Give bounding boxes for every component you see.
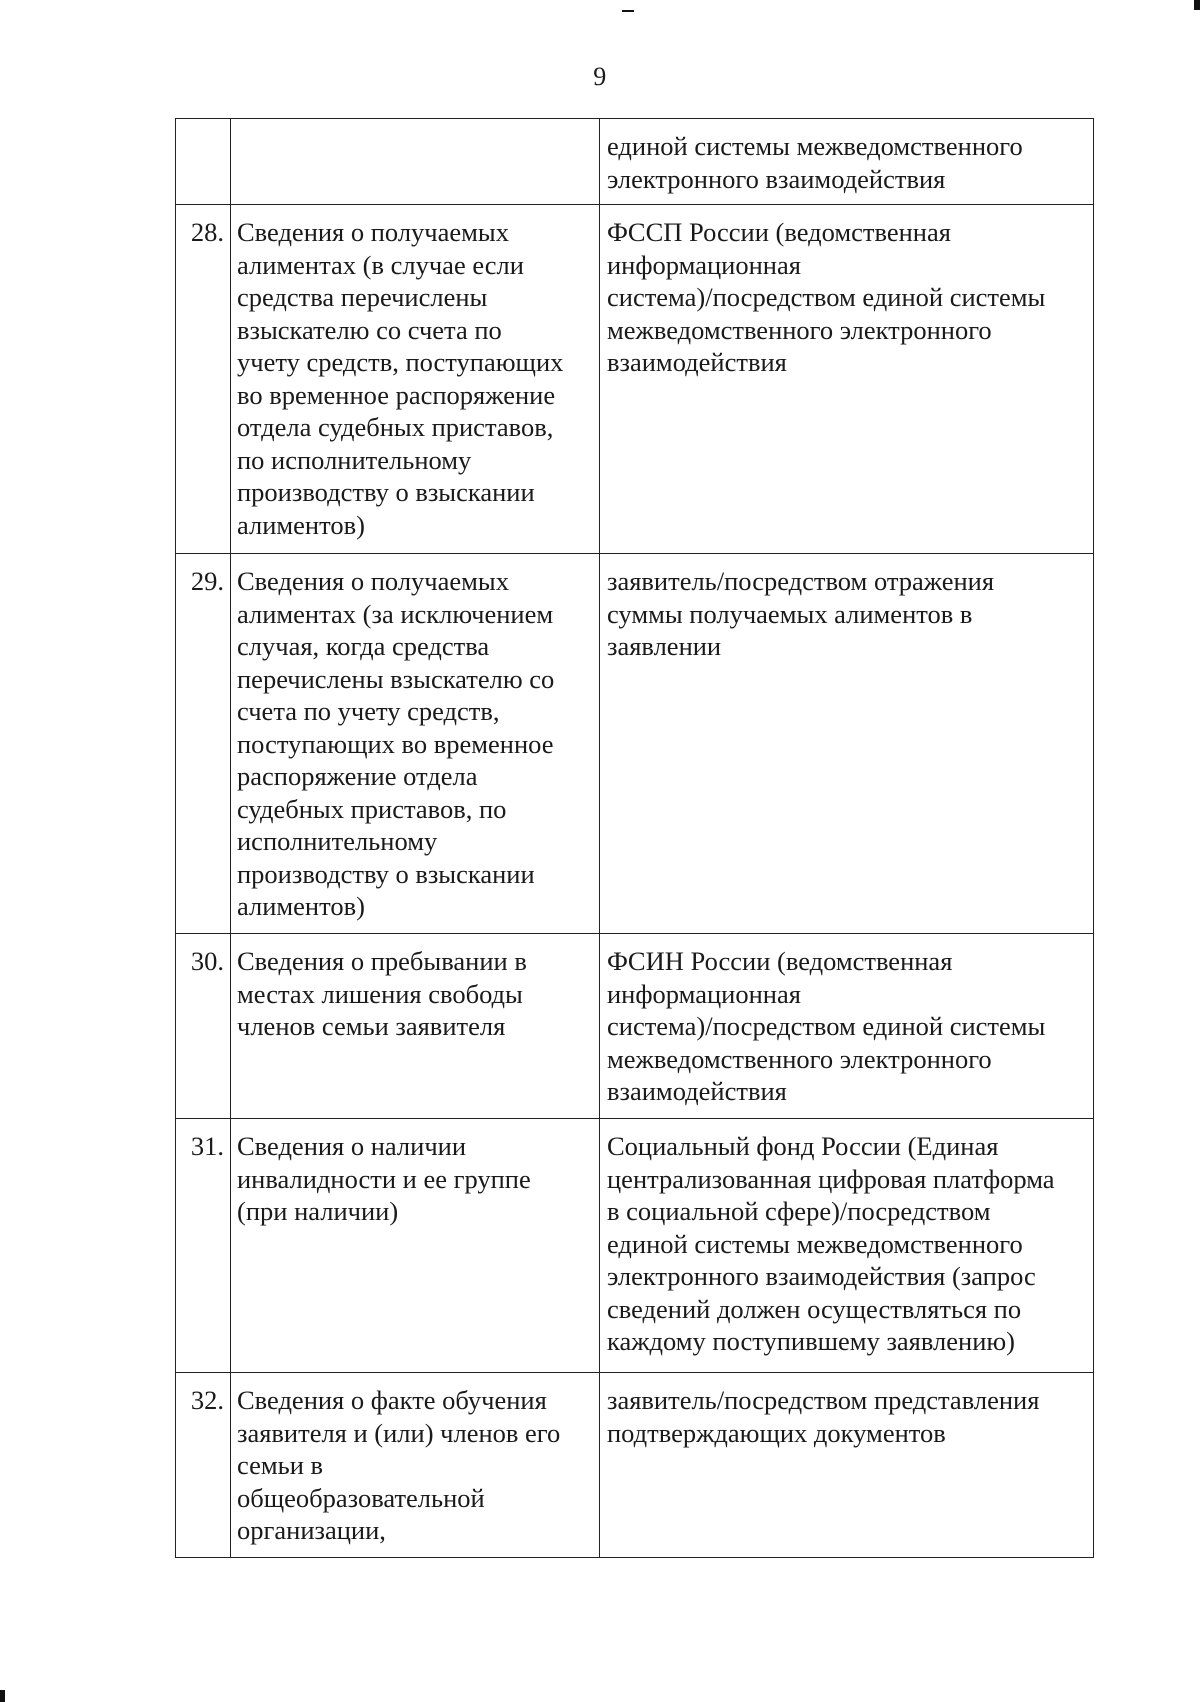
- source-line: информационная: [607, 249, 801, 280]
- table-row: [176, 554, 1094, 934]
- info-line: общеобразовательной: [237, 1482, 485, 1513]
- source-line: каждому поступившему заявлению): [607, 1326, 1015, 1356]
- info-line: исполнительному: [237, 826, 438, 856]
- info-line: заявителя и (или) членов его: [237, 1417, 561, 1448]
- row-number-cell: 30.: [176, 934, 231, 1119]
- source-line: в социальной сфере)/посредством: [607, 1196, 991, 1226]
- info-line: организации,: [237, 1515, 386, 1545]
- info-line: инвалидности и ее группе: [237, 1163, 531, 1194]
- information-cell: [231, 119, 600, 205]
- source-line: взаимодействия: [607, 1076, 787, 1106]
- source-line: суммы получаемых алиментов в: [607, 598, 973, 629]
- row-number-cell: 29.: [176, 554, 231, 934]
- info-line: алиментов): [237, 509, 365, 540]
- source-line: подтверждающих документов: [607, 1417, 946, 1448]
- table-row: [176, 1373, 1094, 1558]
- source-line: межведомственного электронного: [607, 314, 992, 345]
- info-line: во временное распоряжение: [237, 379, 556, 410]
- info-line: случая, когда средства: [237, 631, 490, 661]
- info-line: Сведения о наличии: [237, 1131, 467, 1161]
- info-line: средства перечислены: [237, 282, 488, 312]
- row-number-cell: [176, 119, 231, 205]
- information-cell: [231, 934, 600, 1119]
- scan-artifact-bottom: [0, 1690, 5, 1702]
- information-cell: [231, 205, 600, 554]
- info-line: алиментах (в случае если: [237, 249, 524, 280]
- source-line: единой системы межведомственного: [607, 131, 1023, 161]
- info-line: Сведения о факте обучения: [237, 1385, 547, 1415]
- info-line: распоряжение отдела: [237, 761, 478, 791]
- info-line: поступающих во временное: [237, 728, 554, 759]
- info-line: местах лишения свободы: [237, 978, 523, 1009]
- info-line: учету средств, поступающих: [237, 347, 564, 377]
- info-line: семьи в: [237, 1450, 324, 1480]
- table-row: [176, 934, 1094, 1119]
- info-line: (при наличии): [237, 1196, 399, 1226]
- info-line: Сведения о пребывании в: [237, 946, 527, 976]
- source-line: сведений должен осуществляться по: [607, 1293, 1022, 1324]
- source-line: ФСИН России (ведомственная: [607, 946, 953, 976]
- row-number-cell: 32.: [176, 1373, 231, 1558]
- source-cell: [600, 1119, 1094, 1373]
- source-line: заявитель/посредством представления: [607, 1385, 1040, 1415]
- row-number-cell: 31.: [176, 1119, 231, 1373]
- info-line: Сведения о получаемых: [237, 217, 509, 247]
- source-line: информационная: [607, 978, 801, 1009]
- source-line: единой системы межведомственного: [607, 1228, 1023, 1259]
- source-line: централизованная цифровая платформа: [607, 1163, 1055, 1194]
- source-cell: [600, 1373, 1094, 1558]
- source-line: электронного взаимодействия: [607, 163, 946, 194]
- source-line: заявитель/посредством отражения: [607, 566, 995, 596]
- info-line: производству о взыскании: [237, 858, 535, 889]
- info-line: отдела судебных приставов,: [237, 412, 554, 442]
- row-number-cell: 28.: [176, 205, 231, 554]
- info-line: членов семьи заявителя: [237, 1011, 506, 1041]
- scan-artifact-corner: [1194, 0, 1200, 10]
- page-number: 9: [593, 62, 607, 91]
- info-line: по исполнительному: [237, 444, 472, 475]
- info-line: производству о взыскании: [237, 477, 535, 507]
- source-cell: [600, 119, 1094, 205]
- source-line: ФССП России (ведомственная: [607, 217, 951, 247]
- requirements-table: [175, 118, 1094, 1558]
- source-line: взаимодействия: [607, 347, 787, 377]
- table-row: [176, 1119, 1094, 1373]
- source-line: Социальный фонд России (Единая: [607, 1131, 999, 1161]
- info-line: судебных приставов, по: [237, 793, 507, 824]
- info-line: перечислены взыскателю со: [237, 663, 555, 694]
- table-row: [176, 119, 1094, 205]
- source-line: система)/посредством единой системы: [607, 282, 1046, 312]
- info-line: алиментов): [237, 891, 365, 921]
- source-line: электронного взаимодействия (запрос: [607, 1261, 1036, 1291]
- information-cell: [231, 1373, 600, 1558]
- information-cell: [231, 1119, 600, 1373]
- source-line: заявлении: [607, 631, 722, 661]
- source-line: межведомственного электронного: [607, 1043, 992, 1074]
- table-body: [176, 119, 1094, 1558]
- source-cell: [600, 934, 1094, 1119]
- source-cell: [600, 554, 1094, 934]
- info-line: алиментах (за исключением: [237, 598, 554, 629]
- info-line: Сведения о получаемых: [237, 566, 509, 596]
- info-line: взыскателю со счета по: [237, 314, 502, 345]
- table-row: [176, 205, 1094, 554]
- source-line: система)/посредством единой системы: [607, 1011, 1046, 1041]
- info-line: счета по учету средств,: [237, 696, 500, 726]
- scan-artifact-top: [622, 10, 634, 12]
- information-cell: [231, 554, 600, 934]
- source-cell: [600, 205, 1094, 554]
